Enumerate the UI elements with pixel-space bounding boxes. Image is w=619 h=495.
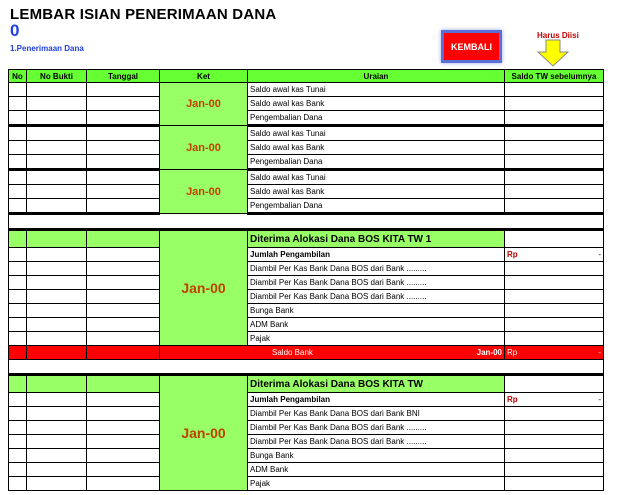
saldo-bank-date: Jan-00 [476, 348, 502, 357]
cell-no[interactable] [9, 449, 27, 463]
cell-saldo[interactable] [505, 141, 604, 155]
cell-tanggal[interactable] [87, 332, 160, 346]
cell-no[interactable] [9, 185, 27, 199]
cell-no [9, 230, 27, 248]
arrow-down-icon [536, 38, 570, 68]
cell-saldo[interactable] [505, 304, 604, 318]
uraian-cell: Diambil Per Kas Bank Dana BOS dari Bank ......... [248, 262, 505, 276]
rp-value: - [598, 395, 601, 404]
ket-date: Jan-00 [160, 83, 248, 126]
cell-tanggal[interactable] [87, 126, 160, 141]
ket-date: Jan-00 [160, 170, 248, 214]
cell-no [9, 375, 27, 393]
cell-saldo[interactable] [505, 126, 604, 141]
saldo-bank-cell [160, 346, 505, 360]
cell-tanggal[interactable] [87, 477, 160, 491]
cell-no[interactable] [9, 141, 27, 155]
uraian-cell: Pengembalian Dana [248, 199, 505, 214]
section-heading-row [9, 375, 604, 393]
table-row [9, 199, 604, 214]
col-tanggal: Tanggal [87, 70, 160, 83]
section1-heading: Diterima Alokasi Dana BOS KITA TW 1 [248, 230, 505, 248]
uraian-cell: ADM Bank [248, 463, 505, 477]
cell-no[interactable] [9, 463, 27, 477]
uraian-cell: Pengembalian Dana [248, 155, 505, 170]
cell-no-bukti[interactable] [27, 276, 87, 290]
cell-no-bukti[interactable] [27, 248, 87, 262]
col-no-bukti: No Bukti [27, 70, 87, 83]
section1-date: Jan-00 [160, 230, 248, 346]
cell-tanggal[interactable] [87, 248, 160, 262]
table-row [9, 290, 604, 304]
cell-tanggal[interactable] [87, 97, 160, 111]
cell-tanggal[interactable] [87, 463, 160, 477]
cell-tanggal[interactable] [87, 407, 160, 421]
cell-saldo [505, 230, 604, 248]
table-row [9, 276, 604, 290]
required-hint: Harus Diisi [537, 31, 579, 40]
cell-saldo[interactable] [505, 97, 604, 111]
cell-no[interactable] [9, 111, 27, 126]
cell-tanggal[interactable] [87, 318, 160, 332]
cell-no[interactable] [9, 276, 27, 290]
cell-tanggal[interactable] [87, 276, 160, 290]
cell-no[interactable] [9, 83, 27, 97]
jumlah-label: Jumlah Pengambilan [248, 393, 505, 407]
cell-no-bukti[interactable] [27, 304, 87, 318]
table-row [9, 449, 604, 463]
cell-saldo[interactable] [505, 435, 604, 449]
col-no: No [9, 70, 27, 83]
uraian-cell: Bunga Bank [248, 304, 505, 318]
uraian-cell: Diambil Per Kas Bank Dana BOS dari Bank ......... [248, 421, 505, 435]
cell-no-bukti[interactable] [27, 126, 87, 141]
cell-tanggal [87, 230, 160, 248]
section2-heading: Diterima Alokasi Dana BOS KITA TW [248, 375, 505, 393]
cell-saldo[interactable] [505, 83, 604, 97]
table-row [9, 248, 604, 262]
cell-no[interactable] [9, 155, 27, 170]
cell-saldo[interactable] [505, 185, 604, 199]
cell-no [9, 346, 27, 360]
uraian-cell: Saldo awal kas Bank [248, 97, 505, 111]
cell-no-bukti[interactable] [27, 463, 87, 477]
uraian-cell: Pengembalian Dana [248, 111, 505, 126]
table-row [9, 318, 604, 332]
cell-no-bukti [27, 375, 87, 393]
cell-no[interactable] [9, 290, 27, 304]
cell-saldo[interactable] [505, 463, 604, 477]
section-heading-row [9, 230, 604, 248]
uraian-cell: Diambil Per Kas Bank Dana BOS dari Bank ......... [248, 290, 505, 304]
cell-no-bukti[interactable] [27, 83, 87, 97]
spacer-row [9, 360, 604, 375]
cell-saldo[interactable] [505, 199, 604, 214]
cell-saldo [505, 375, 604, 393]
cell-no[interactable] [9, 170, 27, 185]
cell-no-bukti[interactable] [27, 155, 87, 170]
rp-value: - [598, 250, 601, 259]
cell-no[interactable] [9, 407, 27, 421]
cell-no[interactable] [9, 332, 27, 346]
table-row [9, 111, 604, 126]
cell-tanggal[interactable] [87, 111, 160, 126]
cell-no-bukti[interactable] [27, 262, 87, 276]
cell-no[interactable] [9, 477, 27, 491]
cell-saldo[interactable] [505, 111, 604, 126]
col-saldo-tw: Saldo TW sebelumnya [505, 70, 604, 83]
cell-no-bukti[interactable] [27, 199, 87, 214]
cell-no[interactable] [9, 126, 27, 141]
table-row [9, 393, 604, 407]
rp-label: Rp [507, 395, 518, 404]
receipt-table [8, 69, 604, 491]
rp-label: Rp [507, 250, 518, 259]
uraian-cell: Saldo awal kas Tunai [248, 83, 505, 97]
table-header-row [9, 70, 604, 83]
cell-tanggal[interactable] [87, 170, 160, 185]
col-uraian: Uraian [248, 70, 505, 83]
cell-no[interactable] [9, 248, 27, 262]
section2-date: Jan-00 [160, 375, 248, 491]
cell-no-bukti[interactable] [27, 185, 87, 199]
cell-tanggal[interactable] [87, 421, 160, 435]
cell-no-bukti[interactable] [27, 421, 87, 435]
page-title: LEMBAR ISIAN PENERIMAAN DANA [10, 6, 277, 23]
cell-saldo[interactable] [505, 170, 604, 185]
cell-saldo[interactable] [505, 449, 604, 463]
cell-no-bukti[interactable] [27, 170, 87, 185]
cell-no[interactable] [9, 435, 27, 449]
uraian-cell: Diambil Per Kas Bank Dana BOS dari Bank BNI [248, 407, 505, 421]
jumlah-label: Jumlah Pengambilan [248, 248, 505, 262]
uraian-cell: Pajak [248, 477, 505, 491]
cell-no-bukti[interactable] [27, 477, 87, 491]
cell-tanggal[interactable] [87, 141, 160, 155]
cell-no-bukti[interactable] [27, 449, 87, 463]
table-row [9, 126, 604, 141]
uraian-cell: Saldo awal kas Bank [248, 141, 505, 155]
cell-no-bukti[interactable] [27, 141, 87, 155]
cell-tanggal[interactable] [87, 435, 160, 449]
cell-no[interactable] [9, 304, 27, 318]
cell-no-bukti[interactable] [27, 435, 87, 449]
cell-no-bukti[interactable] [27, 407, 87, 421]
summary-value: 0 [10, 21, 20, 40]
cell-saldo[interactable] [505, 407, 604, 421]
table-row [9, 304, 604, 318]
cell-no-bukti[interactable] [27, 318, 87, 332]
jumlah-value [505, 248, 604, 262]
uraian-cell: Diambil Per Kas Bank Dana BOS dari Bank ......... [248, 435, 505, 449]
ket-date: Jan-00 [160, 126, 248, 170]
table-row [9, 463, 604, 477]
cell-tanggal[interactable] [87, 393, 160, 407]
spacer-row [9, 214, 604, 230]
uraian-cell: ADM Bank [248, 318, 505, 332]
table-row [9, 332, 604, 346]
table-row [9, 407, 604, 421]
saldo-bank-label: Saldo Bank [272, 348, 313, 357]
cell-tanggal[interactable] [87, 83, 160, 97]
cell-tanggal[interactable] [87, 290, 160, 304]
table-row [9, 477, 604, 491]
section-subtitle: 1.Penerimaan Dana [10, 44, 84, 53]
cell-tanggal[interactable] [87, 262, 160, 276]
cell-no[interactable] [9, 318, 27, 332]
rp-value: - [598, 348, 601, 357]
cell-no-bukti[interactable] [27, 111, 87, 126]
table-row [9, 97, 604, 111]
table-row [9, 83, 604, 97]
cell-no-bukti[interactable] [27, 332, 87, 346]
table-row [9, 170, 604, 185]
cell-no-bukti[interactable] [27, 290, 87, 304]
cell-saldo[interactable] [505, 155, 604, 170]
jumlah-value [505, 393, 604, 407]
cell-no-bukti[interactable] [27, 97, 87, 111]
cell-no[interactable] [9, 97, 27, 111]
saldo-bank-value [505, 346, 604, 360]
cell-saldo[interactable] [505, 290, 604, 304]
cell-no-bukti[interactable] [27, 393, 87, 407]
uraian-cell: Saldo awal kas Tunai [248, 170, 505, 185]
cell-tanggal[interactable] [87, 155, 160, 170]
cell-no-bukti [27, 230, 87, 248]
cell-saldo[interactable] [505, 262, 604, 276]
uraian-cell: Pajak [248, 332, 505, 346]
saldo-bank-row [9, 346, 604, 360]
table-row [9, 262, 604, 276]
cell-no[interactable] [9, 262, 27, 276]
cell-saldo[interactable] [505, 477, 604, 491]
table-row [9, 141, 604, 155]
cell-tanggal[interactable] [87, 199, 160, 214]
col-ket: Ket [160, 70, 248, 83]
table-row [9, 155, 604, 170]
uraian-cell: Diambil Per Kas Bank Dana BOS dari Bank ......... [248, 276, 505, 290]
uraian-cell: Saldo awal kas Tunai [248, 126, 505, 141]
uraian-cell: Saldo awal kas Bank [248, 185, 505, 199]
cell-tanggal[interactable] [87, 185, 160, 199]
cell-tanggal [87, 346, 160, 360]
cell-tanggal [87, 375, 160, 393]
table-row [9, 421, 604, 435]
cell-no[interactable] [9, 393, 27, 407]
cell-no-bukti [27, 346, 87, 360]
cell-saldo[interactable] [505, 421, 604, 435]
kembali-button[interactable]: KEMBALI [441, 30, 502, 63]
table-row [9, 185, 604, 199]
cell-saldo[interactable] [505, 318, 604, 332]
uraian-cell: Bunga Bank [248, 449, 505, 463]
table-row [9, 435, 604, 449]
cell-tanggal[interactable] [87, 304, 160, 318]
rp-label: Rp [507, 348, 518, 357]
cell-saldo[interactable] [505, 276, 604, 290]
cell-no[interactable] [9, 421, 27, 435]
cell-tanggal[interactable] [87, 449, 160, 463]
cell-saldo[interactable] [505, 332, 604, 346]
cell-no[interactable] [9, 199, 27, 214]
